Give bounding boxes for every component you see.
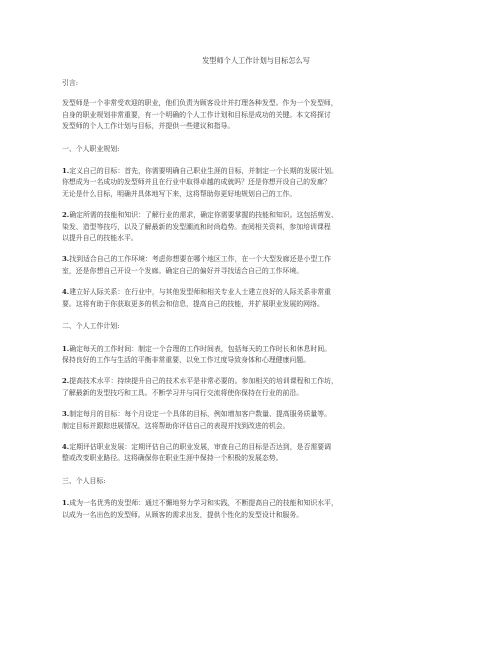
list-item — [62, 498, 450, 521]
section-heading-work-plan: 二、个人工作计划: — [62, 322, 120, 331]
list-item — [62, 344, 450, 367]
section-heading-personal-goals: 三、个人目标: — [62, 476, 106, 485]
section-heading-career-plan: 一、个人职业规划: — [62, 144, 120, 153]
item-number: 1. — [62, 167, 70, 176]
item-text: 成为一名优秀的发型师：通过不懈地努力学习和实践，不断提高自己的技能和知识水平， 以成为一名出色的发型师。从顾客的需求出发，提供个性化的发型设计和服务。 — [62, 499, 338, 519]
item-number: 4. — [62, 288, 70, 297]
list-item — [62, 287, 450, 310]
item-text: 提高技术水平：持续提升自己的技术水平是非常必要的。参加相关的培训课程和工作坊， 了解最新的发型技巧和工具。不断学习并与同行交流将使你保持在行业的前沿。 — [62, 377, 338, 397]
list-item — [62, 376, 450, 399]
list-item — [62, 442, 450, 465]
item-text: 定期评估职业发展：定期评估自己的职业发展，审查自己的目标是否达到，是否需要调 整或改变职业路径。这将确保你在职业生涯中保持一个积极的发展态势。 — [62, 442, 332, 463]
list-item — [62, 254, 450, 277]
item-number: 4. — [62, 442, 70, 451]
list-item — [62, 409, 450, 432]
item-number: 3. — [62, 410, 70, 419]
item-number: 1. — [62, 344, 70, 353]
document-title: 发型师个人工作计划与目标怎么写 — [202, 56, 310, 65]
item-text: 定义自己的目标：首先，你需要明确自己职业生涯的目标，并制定一个长期的发展计划。 你想成为一名成功的发型师并且在行业中取得卓越的成就吗？还是你想开设自己的发廊？ 无论是什么目标，明确并具体地写下来，这将帮助你更好地规划自己的工作。 — [62, 167, 338, 198]
item-text: 确定每天的工作时间：制定一个合理的工作时间表，包括每天的工作时长和休息时间。 保持良好的工作与生活的平衡非常重要，以免工作过度导致身体和心理健康问题。 — [62, 344, 332, 364]
item-number: 1. — [62, 499, 70, 508]
item-text: 找到适合自己的工作环境：考虑你想要在哪个地区工作，在一个大型发廊还是小型工作 室，还是你想自己开设一个发廊。确定自己的偏好并寻找适合自己的工作环境。 — [62, 255, 332, 275]
list-item — [62, 210, 450, 244]
item-text: 确定所需的技能和知识：了解行业的需求，确定你需要掌握的技能和知识。这包括剪发、 染发、造型等技巧，以及了解最新的发型潮流和时尚趋势。查阅相关资料，参加培训课程 以提升自己的技能水平。 — [62, 211, 338, 243]
intro-paragraph: 发型师是一个非常受欢迎的职业，他们负责为顾客设计并打理各种发型。作为一个发型师， 自身的职业规划非常重要，有一个明确的个人工作计划和目标是成功的关键。本文将探讨 发型师的个人工作计划与目标，并提供一些建议和指导。 — [62, 99, 338, 131]
intro-label: 引言: — [62, 79, 79, 87]
item-text: 建立好人际关系：在行业中，与其他发型师和相关专业人士建立良好的人际关系非常重 要。这将有助于你获取更多的机会和信息，提高自己的技能，并扩展职业发展的网络。 — [62, 288, 332, 308]
item-number: 3. — [62, 255, 70, 264]
item-number: 2. — [62, 211, 70, 220]
list-item — [62, 166, 450, 200]
item-number: 2. — [62, 377, 70, 386]
item-text: 制定每月的目标：每个月设定一个具体的目标，例如增加客户数量、提高服务质量等。 制定目标并跟踪进展情况，这将帮助你评估自己的表现并找到改进的机会。 — [62, 410, 332, 430]
